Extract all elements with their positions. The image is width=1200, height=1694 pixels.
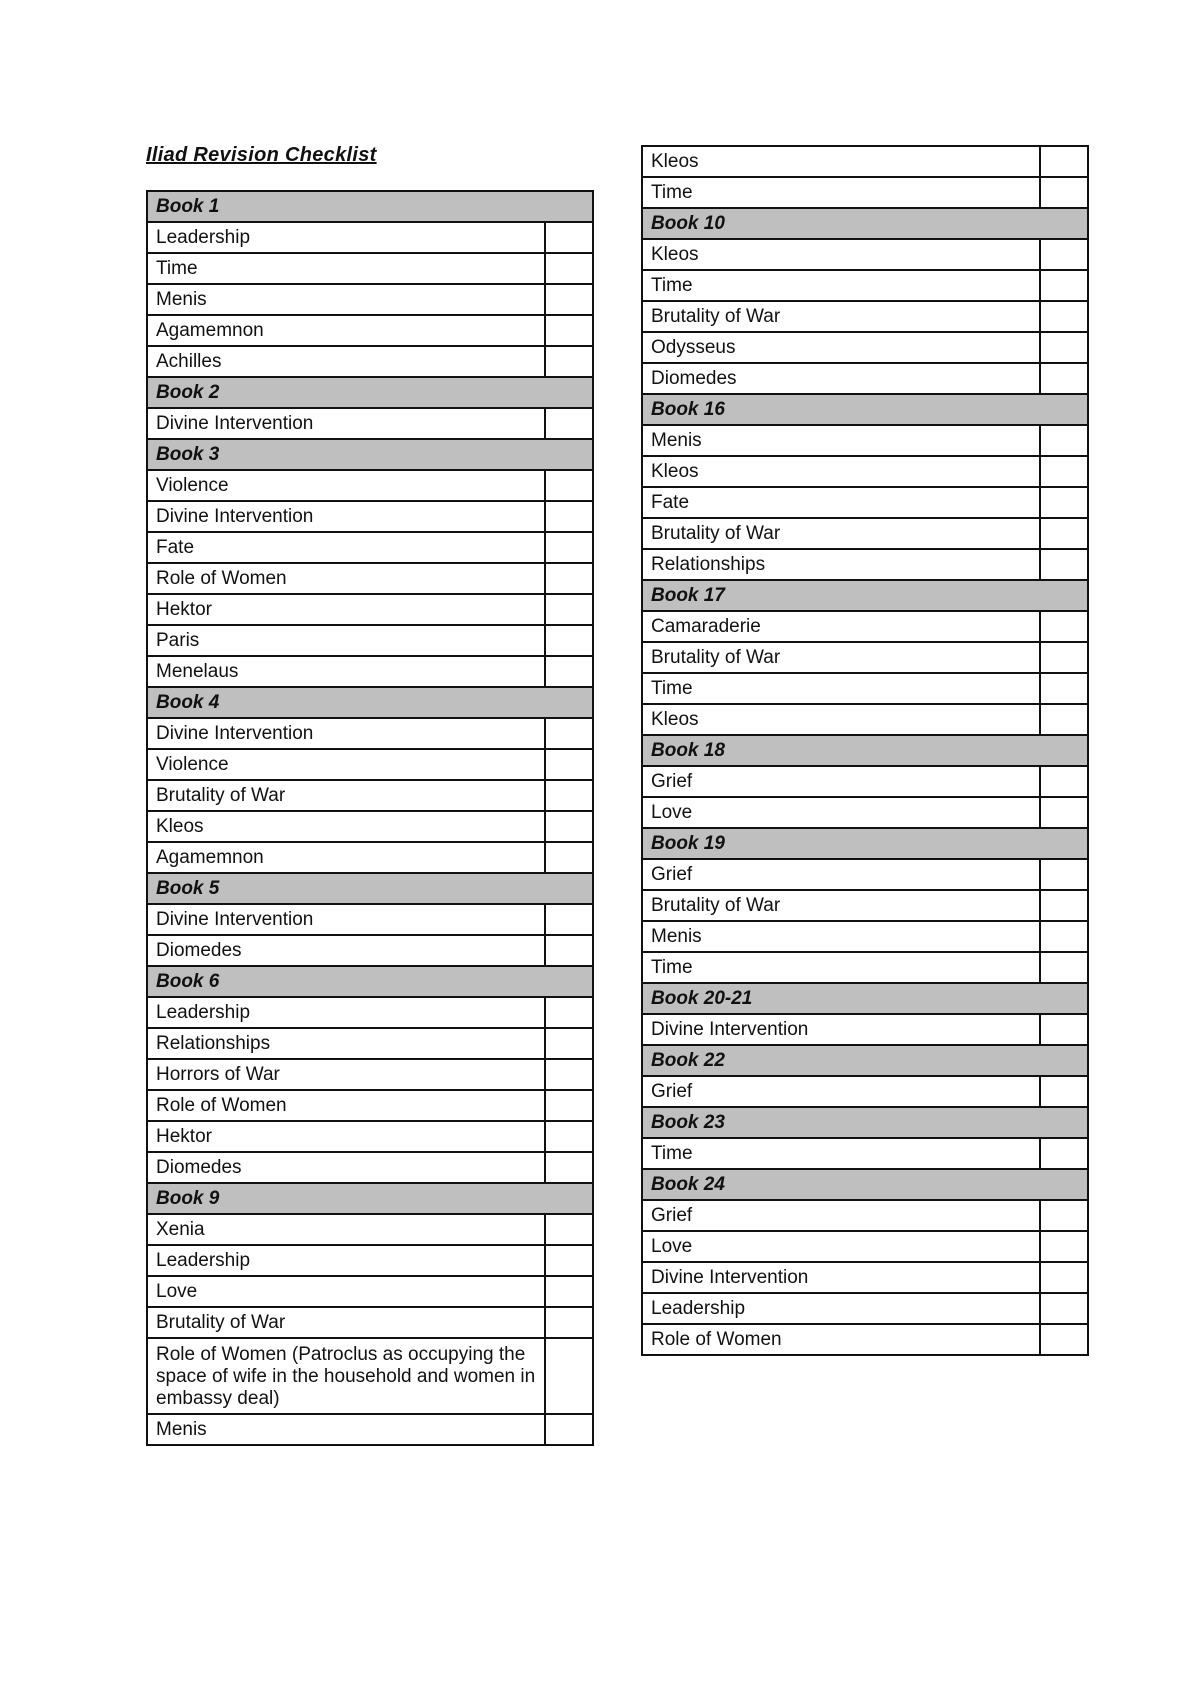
topic-row (642, 456, 1088, 487)
page-title: Iliad Revision Checklist (146, 144, 377, 166)
topic-label: Violence (147, 749, 545, 780)
topic-row (147, 811, 593, 842)
topic-label: Menelaus (147, 656, 545, 687)
book-heading: Book 17 (642, 580, 1088, 611)
topic-label: Xenia (147, 1214, 545, 1245)
book-header-row (642, 735, 1088, 766)
tick-box[interactable] (1040, 797, 1088, 828)
book-header-row (642, 394, 1088, 425)
topic-row (642, 766, 1088, 797)
topic-label: Menis (642, 425, 1040, 456)
topic-label: Kleos (642, 146, 1040, 177)
book-heading: Book 16 (642, 394, 1088, 425)
book-heading: Book 5 (147, 873, 593, 904)
topic-label: Paris (147, 625, 545, 656)
topic-row (642, 797, 1088, 828)
topic-label: Role of Women (642, 1324, 1040, 1355)
tick-box[interactable] (545, 408, 593, 439)
topic-row (147, 1214, 593, 1245)
topic-label: Love (642, 1231, 1040, 1262)
topic-row (147, 1276, 593, 1307)
topic-row (642, 673, 1088, 704)
topic-label: Grief (642, 859, 1040, 890)
topic-row (642, 1231, 1088, 1262)
topic-row (642, 301, 1088, 332)
topic-label: Role of Women (147, 563, 545, 594)
topic-label: Brutality of War (147, 1307, 545, 1338)
book-heading: Book 3 (147, 439, 593, 470)
tick-box[interactable] (1040, 487, 1088, 518)
book-header-row (147, 873, 593, 904)
topic-row (147, 1414, 593, 1445)
topic-row (147, 780, 593, 811)
tick-box[interactable] (1040, 1231, 1088, 1262)
tick-box[interactable] (545, 718, 593, 749)
book-heading: Book 9 (147, 1183, 593, 1214)
topic-label: Hektor (147, 1121, 545, 1152)
topic-row (147, 253, 593, 284)
topic-label: Divine Intervention (642, 1014, 1040, 1045)
book-heading: Book 4 (147, 687, 593, 718)
topic-row (642, 363, 1088, 394)
book-heading: Book 2 (147, 377, 593, 408)
tick-box[interactable] (545, 1090, 593, 1121)
topic-label: Role of Women (Patroclus as occupying the space of wife in the household and women in embassy deal) (147, 1338, 545, 1414)
tick-box[interactable] (545, 532, 593, 563)
tick-box[interactable] (1040, 1293, 1088, 1324)
topic-label: Relationships (642, 549, 1040, 580)
topic-label: Leadership (147, 1245, 545, 1276)
book-heading: Book 24 (642, 1169, 1088, 1200)
tick-box[interactable] (545, 997, 593, 1028)
tick-box[interactable] (1040, 518, 1088, 549)
topic-label: Kleos (642, 239, 1040, 270)
topic-label: Brutality of War (642, 301, 1040, 332)
topic-row (147, 749, 593, 780)
tick-box[interactable] (1040, 642, 1088, 673)
topic-label: Fate (642, 487, 1040, 518)
topic-label: Leadership (147, 222, 545, 253)
tick-box[interactable] (545, 842, 593, 873)
topic-label: Time (642, 673, 1040, 704)
topic-row (147, 842, 593, 873)
topic-row (147, 501, 593, 532)
topic-row (147, 1059, 593, 1090)
topic-label: Agamemnon (147, 842, 545, 873)
topic-row (642, 1262, 1088, 1293)
book-header-row (147, 1183, 593, 1214)
book-header-row (642, 1045, 1088, 1076)
topic-row (147, 1121, 593, 1152)
tick-box[interactable] (1040, 704, 1088, 735)
tick-box[interactable] (545, 811, 593, 842)
topic-row (642, 1076, 1088, 1107)
topic-label: Hektor (147, 594, 545, 625)
topic-row (147, 718, 593, 749)
topic-row (147, 625, 593, 656)
topic-label: Menis (147, 284, 545, 315)
topic-row (147, 346, 593, 377)
tick-box[interactable] (545, 904, 593, 935)
topic-label: Kleos (147, 811, 545, 842)
topic-row (147, 408, 593, 439)
topic-row (147, 1090, 593, 1121)
tick-box[interactable] (1040, 270, 1088, 301)
topic-row (147, 222, 593, 253)
tick-box[interactable] (1040, 363, 1088, 394)
topic-label: Time (642, 270, 1040, 301)
topic-row (147, 1245, 593, 1276)
topic-label: Role of Women (147, 1090, 545, 1121)
topic-row (642, 890, 1088, 921)
tick-box[interactable] (1040, 859, 1088, 890)
tick-box[interactable] (545, 1245, 593, 1276)
topic-row (147, 904, 593, 935)
tick-box[interactable] (1040, 1014, 1088, 1045)
topic-row (642, 332, 1088, 363)
tick-box[interactable] (1040, 239, 1088, 270)
topic-label: Odysseus (642, 332, 1040, 363)
tick-box[interactable] (545, 1152, 593, 1183)
book-header-row (147, 377, 593, 408)
tick-box[interactable] (1040, 456, 1088, 487)
topic-row (642, 487, 1088, 518)
book-heading: Book 23 (642, 1107, 1088, 1138)
tick-box[interactable] (1040, 1138, 1088, 1169)
topic-label: Violence (147, 470, 545, 501)
tick-box[interactable] (545, 1276, 593, 1307)
topic-row (147, 594, 593, 625)
topic-row (642, 518, 1088, 549)
topic-row (642, 1324, 1088, 1355)
book-heading: Book 19 (642, 828, 1088, 859)
topic-row (642, 611, 1088, 642)
topic-label: Brutality of War (642, 518, 1040, 549)
topic-label: Divine Intervention (147, 408, 545, 439)
topic-row (147, 315, 593, 346)
tick-box[interactable] (545, 749, 593, 780)
topic-label: Kleos (642, 456, 1040, 487)
topic-row (642, 239, 1088, 270)
tick-box[interactable] (545, 1414, 593, 1445)
book-header-row (147, 687, 593, 718)
topic-label: Divine Intervention (147, 904, 545, 935)
topic-row (147, 563, 593, 594)
tick-box[interactable] (545, 1307, 593, 1338)
topic-row (642, 549, 1088, 580)
topic-row (642, 1200, 1088, 1231)
book-header-row (642, 1107, 1088, 1138)
topic-row (642, 425, 1088, 456)
topic-row (642, 270, 1088, 301)
topic-label: Diomedes (147, 935, 545, 966)
topic-label: Grief (642, 766, 1040, 797)
topic-label: Menis (147, 1414, 545, 1445)
topic-row (147, 532, 593, 563)
tick-box[interactable] (1040, 549, 1088, 580)
topic-label: Achilles (147, 346, 545, 377)
topic-row (642, 921, 1088, 952)
book-header-row (642, 828, 1088, 859)
topic-row (147, 935, 593, 966)
book-header-row (642, 1169, 1088, 1200)
tick-box[interactable] (545, 656, 593, 687)
topic-row (642, 1014, 1088, 1045)
topic-label: Menis (642, 921, 1040, 952)
topic-label: Horrors of War (147, 1059, 545, 1090)
right-checklist-table (641, 145, 1089, 1356)
book-heading: Book 20-21 (642, 983, 1088, 1014)
book-heading: Book 1 (147, 191, 593, 222)
tick-box[interactable] (545, 346, 593, 377)
topic-label: Time (642, 1138, 1040, 1169)
topic-row (642, 859, 1088, 890)
tick-box[interactable] (1040, 301, 1088, 332)
book-heading: Book 22 (642, 1045, 1088, 1076)
topic-label: Love (147, 1276, 545, 1307)
topic-label: Leadership (642, 1293, 1040, 1324)
topic-label: Diomedes (147, 1152, 545, 1183)
tick-box[interactable] (545, 935, 593, 966)
tick-box[interactable] (545, 1028, 593, 1059)
tick-box[interactable] (545, 501, 593, 532)
topic-row (147, 1307, 593, 1338)
tick-box[interactable] (1040, 1076, 1088, 1107)
tick-box[interactable] (1040, 952, 1088, 983)
topic-label: Time (642, 952, 1040, 983)
left-checklist-table (146, 190, 594, 1446)
topic-label: Time (642, 177, 1040, 208)
topic-label: Grief (642, 1200, 1040, 1231)
tick-box[interactable] (545, 470, 593, 501)
book-header-row (642, 983, 1088, 1014)
book-header-row (642, 580, 1088, 611)
topic-label: Grief (642, 1076, 1040, 1107)
tick-box[interactable] (1040, 890, 1088, 921)
topic-label: Diomedes (642, 363, 1040, 394)
topic-row (642, 952, 1088, 983)
topic-row (147, 470, 593, 501)
tick-box[interactable] (545, 780, 593, 811)
topic-label: Brutality of War (642, 642, 1040, 673)
topic-row (642, 177, 1088, 208)
tick-box[interactable] (545, 1338, 593, 1414)
topic-label: Divine Intervention (147, 501, 545, 532)
topic-label: Leadership (147, 997, 545, 1028)
topic-label: Camaraderie (642, 611, 1040, 642)
book-header-row (147, 439, 593, 470)
book-header-row (642, 208, 1088, 239)
tick-box[interactable] (1040, 1324, 1088, 1355)
tick-box[interactable] (1040, 921, 1088, 952)
tick-box[interactable] (1040, 673, 1088, 704)
topic-label: Divine Intervention (642, 1262, 1040, 1293)
tick-box[interactable] (545, 315, 593, 346)
tick-box[interactable] (545, 1059, 593, 1090)
topic-row (147, 1152, 593, 1183)
tick-box[interactable] (1040, 1200, 1088, 1231)
topic-row (147, 997, 593, 1028)
tick-box[interactable] (1040, 425, 1088, 456)
tick-box[interactable] (545, 625, 593, 656)
topic-row (147, 1028, 593, 1059)
book-header-row (147, 191, 593, 222)
topic-row (642, 1138, 1088, 1169)
topic-row (642, 1293, 1088, 1324)
topic-label: Relationships (147, 1028, 545, 1059)
topic-label: Brutality of War (642, 890, 1040, 921)
tick-box[interactable] (545, 253, 593, 284)
tick-box[interactable] (1040, 332, 1088, 363)
topic-row (147, 284, 593, 315)
tick-box[interactable] (1040, 1262, 1088, 1293)
tick-box[interactable] (1040, 611, 1088, 642)
tick-box[interactable] (545, 1214, 593, 1245)
topic-row (642, 704, 1088, 735)
book-heading: Book 6 (147, 966, 593, 997)
tick-box[interactable] (545, 284, 593, 315)
topic-row (642, 642, 1088, 673)
topic-label: Kleos (642, 704, 1040, 735)
tick-box[interactable] (545, 563, 593, 594)
topic-row (147, 1338, 593, 1414)
tick-box[interactable] (545, 594, 593, 625)
tick-box[interactable] (1040, 146, 1088, 177)
topic-label: Divine Intervention (147, 718, 545, 749)
topic-label: Agamemnon (147, 315, 545, 346)
tick-box[interactable] (545, 1121, 593, 1152)
topic-row (147, 656, 593, 687)
topic-label: Fate (147, 532, 545, 563)
tick-box[interactable] (1040, 177, 1088, 208)
topic-label: Brutality of War (147, 780, 545, 811)
tick-box[interactable] (1040, 766, 1088, 797)
topic-label: Time (147, 253, 545, 284)
topic-label: Love (642, 797, 1040, 828)
tick-box[interactable] (545, 222, 593, 253)
book-heading: Book 10 (642, 208, 1088, 239)
book-header-row (147, 966, 593, 997)
topic-row (642, 146, 1088, 177)
book-heading: Book 18 (642, 735, 1088, 766)
